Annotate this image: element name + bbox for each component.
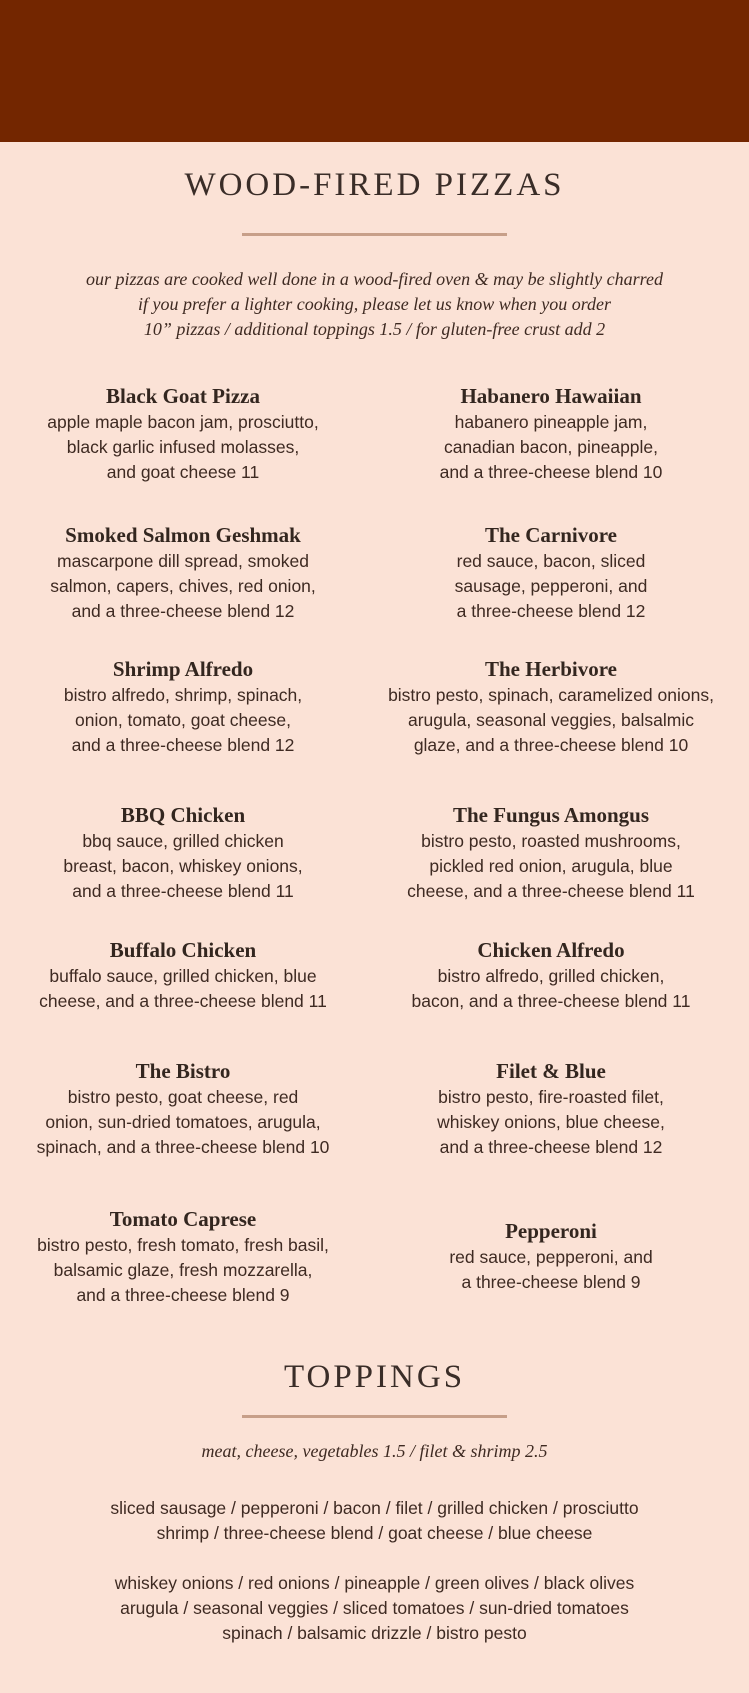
- desc-line: sausage, pepperoni, and: [454, 576, 648, 596]
- item-description: [371, 549, 731, 624]
- item-name: Smoked Salmon Geshmak: [65, 523, 301, 547]
- item-description: [3, 549, 363, 624]
- item-description: [3, 410, 363, 485]
- desc-line: a three-cheese blend 12: [456, 601, 646, 621]
- item-name: The Herbivore: [484, 657, 617, 681]
- desc-line: onion, tomato, goat cheese,: [75, 710, 291, 730]
- item-name: Shrimp Alfredo: [112, 657, 254, 681]
- item-name: Buffalo Chicken: [109, 938, 257, 962]
- item-description: [371, 964, 731, 1014]
- pizzas-intro: [0, 267, 749, 342]
- header-band: [0, 0, 749, 142]
- desc-line: glaze, and a three-cheese blend 10: [413, 735, 689, 755]
- desc-line: and goat cheese 11: [106, 462, 260, 482]
- pizzas-divider: [242, 233, 507, 236]
- item-description: [371, 1085, 731, 1160]
- desc-line: cheese, and a three-cheese blend 11: [39, 991, 327, 1011]
- desc-line: a three-cheese blend 9: [461, 1272, 641, 1292]
- desc-line: balsamic glaze, fresh mozzarella,: [53, 1260, 313, 1280]
- item-name: Habanero Hawaiian: [460, 384, 642, 408]
- item-description: [3, 1233, 363, 1308]
- item-name: The Bistro: [135, 1059, 231, 1083]
- toppings-list-vegetables: [0, 1571, 749, 1646]
- item-name: Chicken Alfredo: [477, 938, 625, 962]
- item-name: Tomato Caprese: [109, 1207, 257, 1231]
- menu-item-pepperoni: [371, 1218, 731, 1295]
- desc-line: black garlic infused molasses,: [66, 437, 300, 457]
- desc-line: bistro pesto, spinach, caramelized onions,: [388, 685, 714, 705]
- desc-line: and a three-cheese blend 11: [72, 881, 294, 901]
- item-description: [371, 410, 731, 485]
- toppings-divider: [242, 1415, 507, 1418]
- menu-item-bbq-chicken: [3, 802, 363, 904]
- pizzas-title: WOOD-FIRED PIZZAS: [184, 167, 565, 203]
- desc-line: and a three-cheese blend 12: [71, 601, 295, 621]
- item-description: [3, 1085, 363, 1160]
- intro-line: our pizzas are cooked well done in a wood-fired oven & may be slightly charred: [86, 269, 663, 289]
- item-name: Black Goat Pizza: [106, 384, 260, 408]
- desc-line: and a three-cheese blend 12: [439, 1137, 663, 1157]
- desc-line: apple maple bacon jam, prosciutto,: [47, 412, 319, 432]
- item-name: Pepperoni: [505, 1219, 597, 1243]
- menu-item-smoked-salmon-geshmak: [3, 522, 363, 624]
- desc-line: cheese, and a three-cheese blend 11: [407, 881, 695, 901]
- menu-item-buffalo-chicken: [3, 937, 363, 1014]
- desc-line: and a three-cheese blend 9: [76, 1285, 290, 1305]
- desc-line: mascarpone dill spread, smoked: [57, 551, 309, 571]
- desc-line: bistro alfredo, shrimp, spinach,: [63, 685, 303, 705]
- desc-line: and a three-cheese blend 10: [439, 462, 663, 482]
- item-name: The Fungus Amongus: [452, 803, 650, 827]
- toppings-line: shrimp / three-cheese blend / goat cheese / blue cheese: [156, 1523, 593, 1543]
- desc-line: red sauce, bacon, sliced: [456, 551, 646, 571]
- desc-line: arugula, seasonal veggies, balsalmic: [408, 710, 694, 730]
- desc-line: and a three-cheese blend 12: [71, 735, 295, 755]
- menu-item-black-goat-pizza: [3, 383, 363, 485]
- desc-line: bbq sauce, grilled chicken: [82, 831, 284, 851]
- toppings-line: arugula / seasonal veggies / sliced tomatoes / sun-dried tomatoes: [120, 1598, 629, 1618]
- menu-item-tomato-caprese: [3, 1206, 363, 1308]
- intro-line: if you prefer a lighter cooking, please let us know when you order: [137, 294, 612, 314]
- item-description: [3, 964, 363, 1014]
- desc-line: spinach, and a three-cheese blend 10: [36, 1137, 330, 1157]
- desc-line: pickled red onion, arugula, blue: [429, 856, 673, 876]
- toppings-line: spinach / balsamic drizzle / bistro pesto: [222, 1623, 527, 1643]
- desc-line: bistro pesto, roasted mushrooms,: [421, 831, 681, 851]
- desc-line: bistro alfredo, grilled chicken,: [437, 966, 665, 986]
- toppings-line: whiskey onions / red onions / pineapple / green olives / black olives: [114, 1573, 635, 1593]
- desc-line: bistro pesto, fire-roasted filet,: [438, 1087, 664, 1107]
- menu-item-filet-and-blue: [371, 1058, 731, 1160]
- item-description: [3, 683, 363, 758]
- desc-line: canadian bacon, pineapple,: [443, 437, 659, 457]
- menu-item-the-bistro: [3, 1058, 363, 1160]
- menu-item-the-fungus-amongus: [371, 802, 731, 904]
- item-description: [371, 1245, 731, 1295]
- desc-line: red sauce, pepperoni, and: [449, 1247, 653, 1267]
- item-description: [371, 683, 731, 758]
- toppings-line: sliced sausage / pepperoni / bacon / filet / grilled chicken / prosciutto: [110, 1498, 639, 1518]
- desc-line: habanero pineapple jam,: [454, 412, 648, 432]
- toppings-list-meats-cheeses: [0, 1496, 749, 1546]
- intro-line: 10” pizzas / additional toppings 1.5 / for gluten-free crust add 2: [143, 319, 606, 339]
- menu-item-the-herbivore: [371, 656, 731, 758]
- item-description: [371, 829, 731, 904]
- desc-line: bacon, and a three-cheese blend 11: [411, 991, 691, 1011]
- desc-line: bistro pesto, fresh tomato, fresh basil,: [37, 1235, 329, 1255]
- item-name: BBQ Chicken: [120, 803, 246, 827]
- desc-line: bistro pesto, goat cheese, red: [67, 1087, 299, 1107]
- toppings-title: TOPPINGS: [283, 1359, 466, 1395]
- desc-line: salmon, capers, chives, red onion,: [50, 576, 316, 596]
- desc-line: onion, sun-dried tomatoes, arugula,: [45, 1112, 321, 1132]
- menu-item-the-carnivore: [371, 522, 731, 624]
- item-description: [3, 829, 363, 904]
- item-name: Filet & Blue: [496, 1059, 606, 1083]
- menu-item-habanero-hawaiian: [371, 383, 731, 485]
- desc-line: buffalo sauce, grilled chicken, blue: [49, 966, 317, 986]
- desc-line: breast, bacon, whiskey onions,: [63, 856, 303, 876]
- menu-item-shrimp-alfredo: [3, 656, 363, 758]
- toppings-pricing-note: meat, cheese, vegetables 1.5 / filet & shrimp 2.5: [201, 1441, 548, 1461]
- menu-item-chicken-alfredo: [371, 937, 731, 1014]
- desc-line: whiskey onions, blue cheese,: [437, 1112, 665, 1132]
- item-name: The Carnivore: [484, 523, 618, 547]
